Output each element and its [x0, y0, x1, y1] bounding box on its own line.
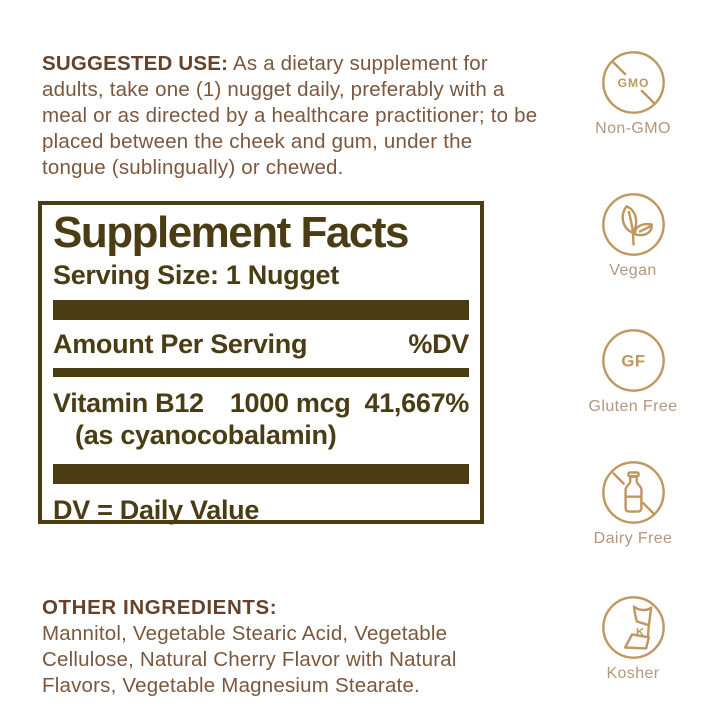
supplement-facts-title: Supplement Facts [53, 208, 408, 257]
kosher-icon-text: K [635, 626, 644, 639]
gf-icon-text: GF [620, 351, 646, 371]
kosher-kofk-icon [600, 594, 667, 661]
divider-bar-thick [53, 464, 469, 484]
nutrient-row [53, 388, 469, 418]
amount-per-serving-header: Amount Per Serving [53, 329, 308, 359]
gmo-icon-text: GMO [617, 76, 649, 91]
other-ingredients-body: Mannitol, Vegetable Stearic Acid, Vegetable Cellulose, Natural Cherry Flavor with Natural Flavors, Vegetable Magnesium Stearate. [42, 621, 457, 697]
gf-circle-icon [600, 327, 667, 394]
divider-bar-thick [53, 300, 469, 320]
serving-size: Serving Size: 1 Nugget [53, 260, 339, 290]
badge-label-non-gmo: Non-GMO [595, 120, 671, 137]
suggested-use-body: As a dietary supplement for adults, take one (1) nugget daily, preferably with a meal or as directed by a healthcare practitioner; to be placed between the cheek and gum, under the tongue (sublingually) or chewed. [42, 51, 538, 179]
badge-label-vegan: Vegan [609, 262, 657, 279]
badge-non-gmo [572, 49, 694, 138]
badge-gluten-free [572, 327, 694, 416]
other-ingredients-heading: OTHER INGREDIENTS: [42, 595, 278, 619]
badge-label-gluten-free: Gluten Free [588, 398, 678, 415]
nutrient-amount: 1000 mcg [229, 388, 351, 418]
leaves-icon [600, 191, 667, 258]
nutrient-note: (as cyanocobalamin) [75, 420, 337, 450]
divider-bar-thin [53, 368, 469, 377]
badge-vegan [572, 191, 694, 280]
facts-header-row [53, 329, 469, 359]
badge-kosher [572, 594, 694, 683]
suggested-use-heading: SUGGESTED USE: [42, 51, 229, 75]
badge-dairy-free [572, 459, 694, 548]
badge-label-dairy-free: Dairy Free [593, 530, 673, 547]
nutrient-dv: 41,667% [364, 388, 469, 418]
suggested-use-paragraph [42, 51, 542, 181]
nutrient-name: Vitamin B12 [53, 388, 204, 418]
percent-dv-header: %DV [408, 329, 469, 359]
badge-label-kosher: Kosher [606, 665, 660, 682]
gmo-slash-circle-icon [600, 49, 667, 116]
other-ingredients-paragraph [42, 595, 532, 699]
supplement-facts-panel [38, 201, 484, 524]
dv-footnote: DV = Daily Value [53, 495, 260, 525]
milk-bottle-slash-icon [600, 459, 667, 526]
